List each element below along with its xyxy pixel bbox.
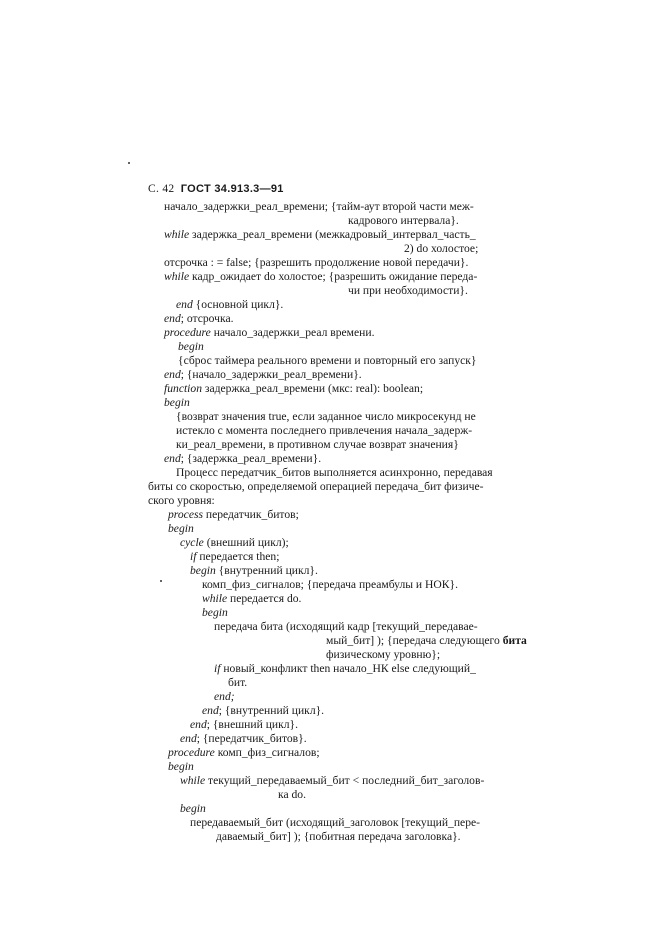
keyword: begin (190, 564, 216, 577)
text-line (164, 256, 468, 270)
keyword: begin (168, 522, 194, 535)
keyword: if (214, 662, 221, 675)
text-segment: передатчик_битов; (203, 508, 299, 521)
text-segment: ; {внутренний цикл}. (218, 704, 325, 717)
text-line (168, 760, 194, 774)
text-segment: биты со скоростью, определяемой операцией передача_бит физиче- (148, 480, 484, 493)
text-segment: начало_задержки_реал времени. (210, 326, 375, 339)
keyword: function (164, 382, 202, 395)
speck-mark (128, 162, 130, 164)
keyword: begin (164, 396, 190, 409)
text-line (164, 452, 321, 466)
keyword: end (190, 718, 207, 731)
keyword: end (202, 704, 219, 717)
text-segment: комп_физ_сигналов; {передача преамбулы и НОК}. (202, 578, 458, 591)
keyword: while (180, 774, 206, 787)
text-line (164, 368, 362, 382)
text-line (202, 704, 324, 718)
text-segment: передается do. (227, 592, 302, 605)
text-segment: 2) do холостое; (404, 242, 479, 255)
page-header (148, 183, 284, 195)
text-line (190, 718, 298, 732)
text-line (168, 508, 299, 522)
text-segment: комп_физ_сигналов; (214, 746, 320, 759)
keyword: end (164, 452, 181, 465)
text-segment: ; {задержка_реал_времени}. (180, 452, 322, 465)
text-segment: истекло с момента последнего привлечения начала_задерж- (176, 424, 473, 437)
standard-code: ГОСТ 34.913.3—91 (180, 183, 284, 195)
text-segment: бита (502, 634, 527, 647)
text-line (164, 228, 476, 242)
text-segment: новый_конфликт then начало_НК else следующий_ (220, 662, 476, 675)
text-line (214, 690, 235, 704)
text-segment: отсрочка : = false; {разрешить продолжение новой передачи}. (164, 256, 469, 269)
keyword: begin (180, 802, 206, 815)
text-segment: передача бита (исходящий кадр [текущий_передавае- (214, 620, 478, 633)
text-segment: задержка_реал_времени (мкс: real): boolean; (202, 382, 424, 395)
text-line (178, 354, 476, 368)
text-segment: текущий_передаваемый_бит < последний_бит_заголов- (205, 774, 485, 787)
text-line (216, 830, 461, 844)
text-line (164, 200, 474, 214)
text-segment: {сброс таймера реального времени и повторный его запуск} (178, 354, 477, 367)
text-segment: Процесс передатчик_битов выполняется асинхронно, передавая (176, 466, 493, 479)
text-line (176, 466, 493, 480)
text-line (326, 634, 527, 648)
text-segment: передается then; (196, 550, 280, 563)
text-line (148, 494, 215, 508)
text-segment: ; {передатчик_битов}. (196, 732, 307, 745)
text-line (326, 648, 440, 662)
text-line (180, 774, 484, 788)
text-line (278, 788, 306, 802)
text-line (164, 270, 477, 284)
keyword: end (164, 312, 181, 325)
text-line (164, 312, 234, 326)
text-line (176, 410, 476, 424)
text-line (190, 816, 480, 830)
keyword: cycle (180, 536, 204, 549)
text-line (202, 606, 228, 620)
text-line (180, 536, 289, 550)
text-segment: начало_задержки_реал_времени; {тайм-аут второй части меж- (164, 200, 474, 213)
keyword: end (164, 368, 181, 381)
text-line (202, 592, 301, 606)
keyword: while (164, 228, 190, 241)
text-line (228, 676, 247, 690)
keyword: procedure (164, 326, 211, 339)
keyword: while (202, 592, 228, 605)
text-segment: даваемый_бит] ); {побитная передача заголовка}. (216, 830, 461, 843)
text-line (214, 620, 478, 634)
keyword: procedure (168, 746, 215, 759)
keyword: begin (202, 606, 228, 619)
keyword: end (180, 732, 197, 745)
text-line (190, 564, 318, 578)
text-line (190, 550, 279, 564)
keyword: begin (178, 340, 204, 353)
keyword: begin (168, 760, 194, 773)
text-line (176, 298, 283, 312)
text-segment: чи при необходимости}. (348, 284, 468, 297)
keyword: while (164, 270, 190, 283)
text-line (176, 424, 472, 438)
text-segment: кадрового интервала}. (348, 214, 459, 227)
text-segment: задержка_реал_времени (межкадровый_интервал_часть_ (189, 228, 476, 241)
text-segment: бит. (228, 676, 248, 689)
text-line (180, 732, 307, 746)
keyword: end; (214, 690, 235, 703)
text-segment: физическому уровню}; (326, 648, 441, 661)
text-segment: ; отсрочка. (180, 312, 234, 325)
text-line (178, 340, 204, 354)
text-segment: ; {начало_задержки_реал_времени}. (180, 368, 362, 381)
text-segment: {возврат значения true, если заданное число микросекунд не (176, 410, 476, 423)
text-line (180, 802, 206, 816)
text-line (168, 746, 320, 760)
text-segment: передаваемый_бит (исходящий_заголовок [текущий_пере- (190, 816, 481, 829)
keyword: if (190, 550, 197, 563)
text-segment: (внешний цикл); (203, 536, 289, 549)
page-number: С. 42 (148, 183, 175, 195)
text-line (348, 284, 468, 298)
text-segment: ка do. (278, 788, 306, 801)
keyword: process (168, 508, 203, 521)
keyword: end (176, 298, 193, 311)
text-segment: ; {внешний цикл}. (206, 718, 298, 731)
text-segment: кадр_ожидает do холостое; {разрешить ожидание переда- (189, 270, 478, 283)
text-line (148, 480, 484, 494)
text-line (214, 662, 476, 676)
text-line (176, 438, 459, 452)
text-segment: {основной цикл}. (192, 298, 284, 311)
text-segment: мый_бит] ); {передача следующего (326, 634, 503, 647)
text-line (164, 382, 423, 396)
text-line (164, 396, 190, 410)
speck-mark (160, 580, 162, 582)
text-line (404, 242, 478, 256)
text-segment: {внутренний цикл}. (215, 564, 318, 577)
text-line (348, 214, 459, 228)
text-line (202, 578, 458, 592)
text-line (168, 522, 194, 536)
text-line (164, 326, 374, 340)
text-segment: ского уровня: (148, 494, 215, 507)
text-segment: ки_реал_времени, в противном случае возврат значения} (176, 438, 459, 451)
